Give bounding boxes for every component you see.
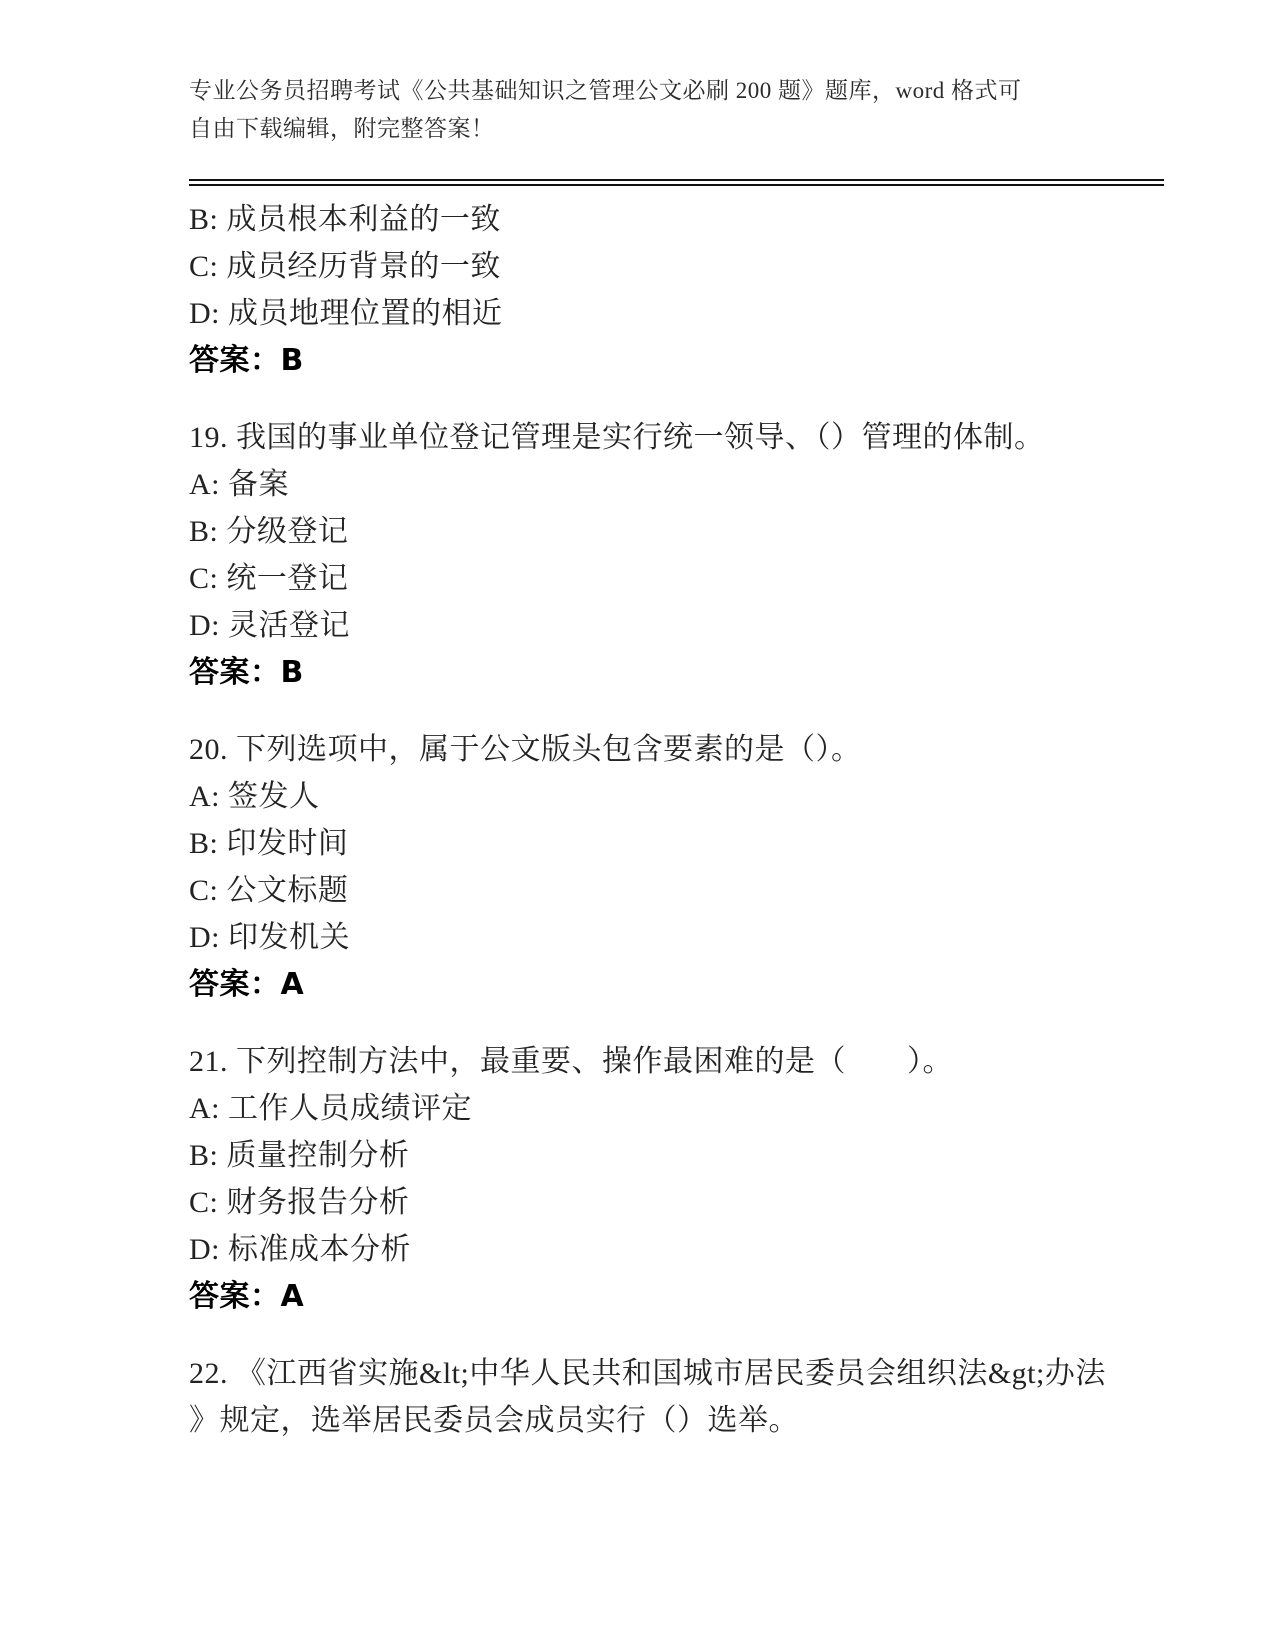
q-prev-answer: 答案：B bbox=[189, 343, 304, 378]
q-prev-option-c: C: 成员经历背景的一致 bbox=[189, 250, 501, 283]
q21-option-a: A: 工作人员成绩评定 bbox=[189, 1092, 472, 1125]
q20-option-d: D: 印发机关 bbox=[189, 921, 350, 954]
q20-answer: 答案：A bbox=[189, 967, 305, 1002]
q20-option-a: A: 签发人 bbox=[189, 780, 320, 813]
q21-option-c: C: 财务报告分析 bbox=[189, 1186, 410, 1219]
q20-option-c: C: 公文标题 bbox=[189, 874, 349, 907]
q19-option-d: D: 灵活登记 bbox=[189, 609, 350, 642]
q19-option-c: C: 统一登记 bbox=[189, 562, 349, 595]
q19-option-b: B: 分级登记 bbox=[189, 515, 349, 548]
header-divider-double-line bbox=[189, 179, 1164, 186]
document-body bbox=[189, 196, 1164, 1444]
page-header bbox=[189, 72, 1164, 148]
header-line-1: 专业公务员招聘考试《公共基础知识之管理公文必刷 200 题》题库，word 格式可 bbox=[189, 78, 1022, 103]
q-prev-option-d: D: 成员地理位置的相近 bbox=[189, 297, 503, 330]
q19-text: 19. 我国的事业单位登记管理是实行统一领导、（）管理的体制。 bbox=[189, 421, 1045, 454]
q22-text-line-1: 22. 《江西省实施&lt;中华人民共和国城市居民委员会组织法&gt;办法 bbox=[189, 1357, 1106, 1390]
header-line-2: 自由下载编辑，附完整答案！ bbox=[189, 116, 495, 141]
q21-answer: 答案：A bbox=[189, 1279, 305, 1314]
q21-option-d: D: 标准成本分析 bbox=[189, 1233, 411, 1266]
q19-option-a: A: 备案 bbox=[189, 468, 289, 501]
q22-text-line-2: 》规定，选举居民委员会成员实行（）选举。 bbox=[189, 1404, 799, 1437]
q20-text: 20. 下列选项中，属于公文版头包含要素的是（）。 bbox=[189, 733, 862, 766]
q19-answer: 答案：B bbox=[189, 655, 304, 690]
q-prev-option-b: B: 成员根本利益的一致 bbox=[189, 203, 501, 236]
q21-option-b: B: 质量控制分析 bbox=[189, 1139, 410, 1172]
q20-option-b: B: 印发时间 bbox=[189, 827, 349, 860]
q21-text: 21. 下列控制方法中，最重要、操作最困难的是（ ）。 bbox=[189, 1045, 953, 1078]
